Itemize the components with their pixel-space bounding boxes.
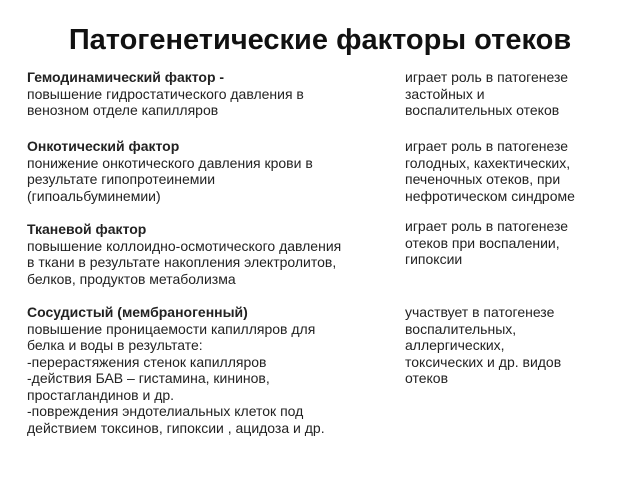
factor-description-line: -повреждения эндотелиальных клеток под (27, 403, 304, 419)
factor-description-line: результате гипопротеинемии (27, 171, 216, 187)
factor-description-line: действием токсинов, гипоксии , ацидоза и др. (27, 419, 325, 436)
factor-description-line: белков, продуктов метаболизма (27, 270, 236, 287)
factor-role-line: нефротическом синдроме (405, 187, 575, 204)
factor-role-line: воспалительных отеков (405, 102, 560, 118)
factor-description-line: повышение проницаемости капилляров для (27, 320, 316, 337)
oncotic-factor-block (27, 138, 397, 204)
factor-description-line: повышение коллоидно-осмотического давления (27, 237, 342, 254)
hemodynamic-factor-role (405, 69, 630, 119)
factor-role-line: отеков при воспалении, (405, 234, 560, 251)
factor-name: Онкотический фактор (27, 138, 180, 154)
tissue-factor-block (27, 221, 397, 287)
factor-role-line: играет роль в патогенезе (405, 138, 569, 154)
factor-description-line: понижение онкотического давления крови в (27, 154, 313, 171)
factor-description-line: -действия БАВ – гистамина, кининов, (27, 370, 270, 386)
factor-role-line: токсических и др. видов (405, 353, 562, 370)
factor-role-line: воспалительных, (405, 320, 517, 337)
factor-role-line: застойных и (405, 85, 485, 102)
factor-name: Сосудистый (мембраногенный) (27, 304, 248, 320)
oncotic-factor-role (405, 138, 630, 204)
vascular-factor-role (405, 304, 630, 387)
factor-description-line: простагландинов и др. (27, 386, 175, 403)
factor-description-line: повышение гидростатического давления в (27, 85, 304, 102)
factor-name: Гемодинамический фактор - (27, 69, 225, 85)
factor-role-line: голодных, кахектических, (405, 154, 571, 171)
factor-role-line: играет роль в патогенезе (405, 69, 569, 85)
factor-role-line: участвует в патогенезе (405, 304, 555, 320)
factor-description-line: венозном отделе капилляров (27, 102, 219, 118)
factor-role-line: играет роль в патогенезе (405, 218, 569, 234)
hemodynamic-factor-block (27, 69, 397, 119)
factor-description-line: -перерастяжения стенок капилляров (27, 353, 267, 370)
factor-role-line: печеночных отеков, при (405, 171, 561, 187)
tissue-factor-role (405, 218, 630, 268)
factor-name: Тканевой фактор (27, 221, 147, 237)
slide-title: Патогенетические факторы отеков (68, 24, 572, 56)
factor-description-line: в ткани в результате накопления электролитов, (27, 254, 337, 270)
factor-role-line: отеков (405, 370, 449, 386)
factor-description-line: (гипоальбуминемии) (27, 187, 161, 204)
factor-role-line: аллергических, (405, 337, 505, 353)
factor-description-line: белка и воды в результате: (27, 337, 203, 353)
factor-role-line: гипоксии (405, 251, 463, 267)
vascular-factor-block (27, 304, 397, 436)
